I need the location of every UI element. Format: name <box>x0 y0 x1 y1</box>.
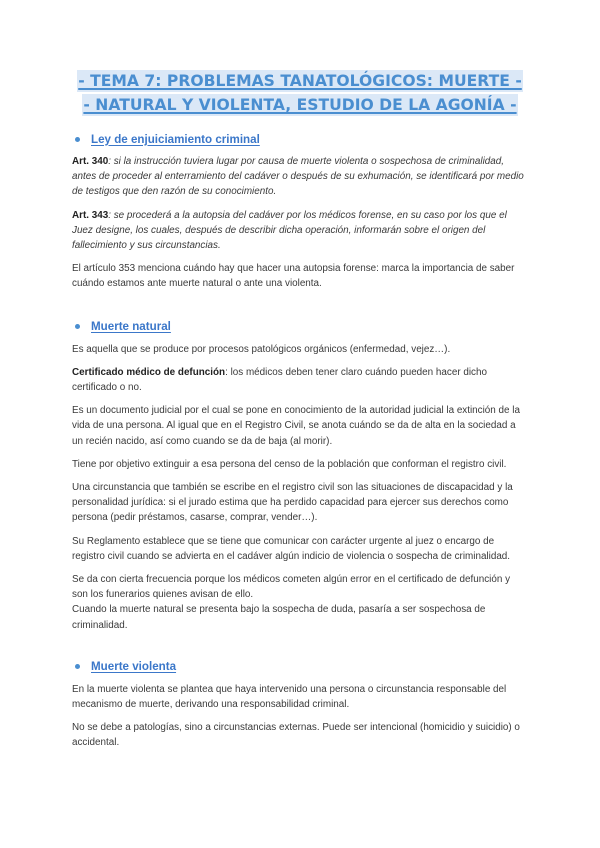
paragraph: No se debe a patologías, sino a circunstancias externas. Puede ser intencional (homicidio y suicidio) o accidental. <box>72 722 520 749</box>
paragraph: El artículo 353 menciona cuándo hay que hacer una autopsia forense: marca la importancia de saber cuándo estamos ante muerte natural o ante una violenta. <box>72 263 515 290</box>
paragraph-art-340 <box>72 154 528 200</box>
paragraph-certificado <box>72 365 528 395</box>
document-body <box>72 131 528 759</box>
section-heading-text: Ley de enjuiciamiento criminal <box>91 132 260 146</box>
paragraph: Su Reglamento establece que se tiene que comunicar con carácter urgente al juez o encargo de registro civil cuando se advierta en el cadáver algún indicio de violencia o sospecha de criminalidad. <box>72 535 511 562</box>
article-text: : si la instrucción tuviera lugar por causa de muerte violenta o sospechosa de criminalidad, antes de proceder al enterramiento del cadáver o después de su exhumación, se identificará por medio de testigos que den razón de su conocimiento. <box>72 156 524 198</box>
title-line-2: - NATURAL Y VIOLENTA, ESTUDIO DE LA AGONÍA - <box>83 96 517 114</box>
section-heading-ley <box>75 131 528 147</box>
article-label: Art. 343 <box>72 209 109 221</box>
bullet-icon <box>75 137 80 142</box>
paragraph: Cuando la muerte natural se presenta bajo la sospecha de duda, pasaría a ser sospechosa de criminalidad. <box>72 604 486 631</box>
paragraph: Es un documento judicial por el cual se pone en conocimiento de la autoridad judicial la extinción de la vida de una persona. Al igual que en el Registro Civil, se anota cuándo se da de alta en la sociedad a un recién nacido, así como cuando se da de baja (al morir). <box>72 405 520 447</box>
title-line-1: - TEMA 7: PROBLEMAS TANATOLÓGICOS: MUERTE - <box>78 72 522 90</box>
term-text: : los médicos deben tener claro cuándo pueden hacer dicho certificado o no. <box>72 366 487 394</box>
paragraph: Se da con cierta frecuencia porque los médicos cometen algún error en el certificado de defunción y son los funerarios quienes avisan de ello. <box>72 574 511 601</box>
section-heading-muerte-natural <box>75 319 528 335</box>
bullet-icon <box>75 324 80 329</box>
paragraph: En la muerte violenta se plantea que haya intervenido una persona o circunstancia responsable del mecanismo de muerte, derivando una responsabilidad criminal. <box>72 683 507 711</box>
document-title <box>0 70 600 118</box>
article-text: : se procederá a la autopsia del cadáver por los médicos forense, en su caso por los que el Juez designe, los cuales, después de describir dicha operación, informarán sobre el origen del fallecimiento y sus circunstancias. <box>72 209 507 252</box>
bullet-icon <box>75 664 80 669</box>
paragraph-art-343 <box>72 208 528 254</box>
section-heading-text: Muerte violenta <box>91 660 177 674</box>
section-heading-muerte-violenta <box>75 659 528 675</box>
paragraph: Una circunstancia que también se escribe en el registro civil son las situaciones de discapacidad y la personalidad jurídica: si el jurado estima que ha perdido capacidad para ejercer sus derechos como persona (pedir préstamos, casarse, comprar, vender…). <box>72 482 513 524</box>
term-label: Certificado médico de defunción <box>72 366 226 378</box>
paragraph: Es aquella que se produce por procesos patológicos orgánicos (enfermedad, vejez…). <box>72 343 451 355</box>
article-label: Art. 340 <box>72 156 109 167</box>
section-heading-text: Muerte natural <box>91 320 171 334</box>
paragraph: Tiene por objetivo extinguir a esa persona del censo de la población que conforman el registro civil. <box>72 458 507 470</box>
